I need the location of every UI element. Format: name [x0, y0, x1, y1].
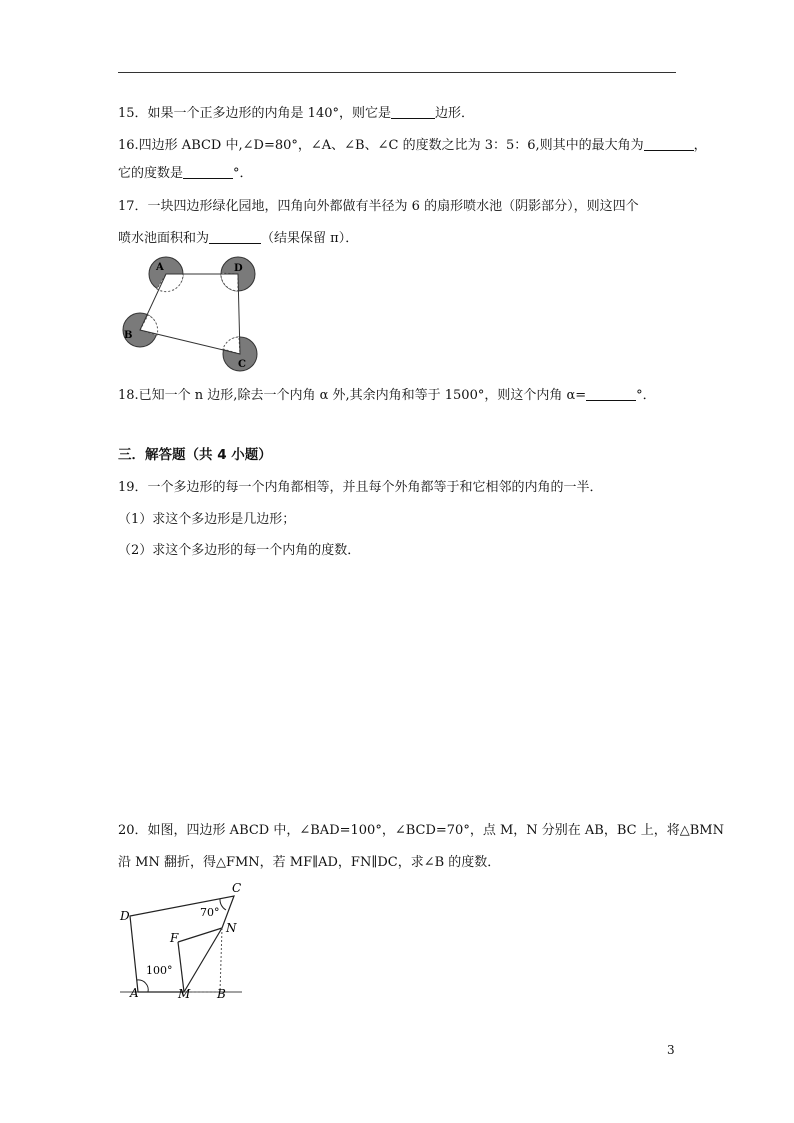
question-19-stem: 19．一个多边形的每一个内角都相等，并且每个外角都等于和它相邻的内角的一半． [118, 480, 603, 495]
question-17-line1: 17．一块四边形绿化园地，四角向外都做有半径为 6 的扇形喷水池（阴影部分），则这四个 [118, 199, 639, 214]
q15-suffix: 边形． [435, 106, 475, 121]
label-c: C [238, 359, 246, 370]
question-18 [118, 386, 656, 405]
label-c: C [232, 881, 242, 895]
question-19-part1: （1）求这个多边形是几边形； [118, 512, 296, 527]
segment-mn [184, 928, 222, 992]
q17-line2-text: 喷水池面积和为 [118, 231, 210, 246]
label-a: A [156, 262, 164, 273]
question-15 [118, 104, 474, 123]
q16-text: 16.四边形 ABCD 中,∠D=80°，∠A、∠B、∠C 的度数之比为 3：5：6,则其中的最大角为 [118, 138, 644, 153]
angle-c-arc [220, 899, 226, 910]
q17-figure [116, 252, 264, 374]
q15-answer-blank[interactable] [391, 104, 435, 119]
page-number: 3 [667, 1043, 675, 1057]
question-16-line2 [118, 164, 253, 183]
header-rule [118, 72, 676, 73]
q16-answer-blank-1[interactable] [644, 136, 694, 151]
label-n: N [226, 921, 237, 935]
question-20-line2: 沿 MN 翻折，得△FMN，若 MF∥AD，FN∥DC，求∠B 的度数． [118, 855, 501, 870]
segment-nb-dashed [220, 928, 222, 992]
label-d: D [234, 263, 243, 274]
q16-line2-suffix: °． [233, 166, 253, 181]
sector-d-inside [221, 273, 238, 291]
q16-line2-text: 它的度数是 [118, 166, 184, 181]
q17-line2-suffix: （结果保留 π）． [261, 231, 359, 246]
section-3-title: 三．解答题（共 4 小题） [118, 447, 272, 463]
angle-a-arc [137, 980, 148, 992]
segment-mf [178, 942, 184, 992]
question-19-part2: （2）求这个多边形的每一个内角的度数． [118, 543, 361, 558]
question-16-line1 [118, 136, 707, 155]
label-m: M [178, 987, 191, 998]
q20-figure [116, 880, 246, 998]
angle-label-100: 100° [146, 964, 173, 977]
question-20-line1: 20．如图，四边形 ABCD 中，∠BAD=100°，∠BCD=70°，点 M，N 分别在 AB，BC 上，将△BMN [118, 823, 724, 838]
q16-answer-blank-2[interactable] [183, 164, 233, 179]
q18-text: 18.已知一个 n 边形,除去一个内角 α 外,其余内角和等于 1500°，则这个内角 α= [118, 388, 587, 403]
label-f: F [170, 931, 179, 945]
q18-answer-blank[interactable] [586, 386, 636, 401]
q16-line1-suffix: ， [693, 138, 707, 153]
label-a: A [130, 986, 139, 998]
label-b: B [217, 987, 226, 998]
label-d: D [120, 909, 130, 923]
q15-text: 15．如果一个正多边形的内角是 140°，则它是 [118, 106, 391, 121]
angle-label-70: 70° [200, 906, 220, 919]
q17-answer-blank[interactable] [209, 229, 261, 244]
q18-suffix: °． [636, 388, 656, 403]
label-b: B [124, 330, 133, 341]
question-17-line2 [118, 229, 358, 248]
